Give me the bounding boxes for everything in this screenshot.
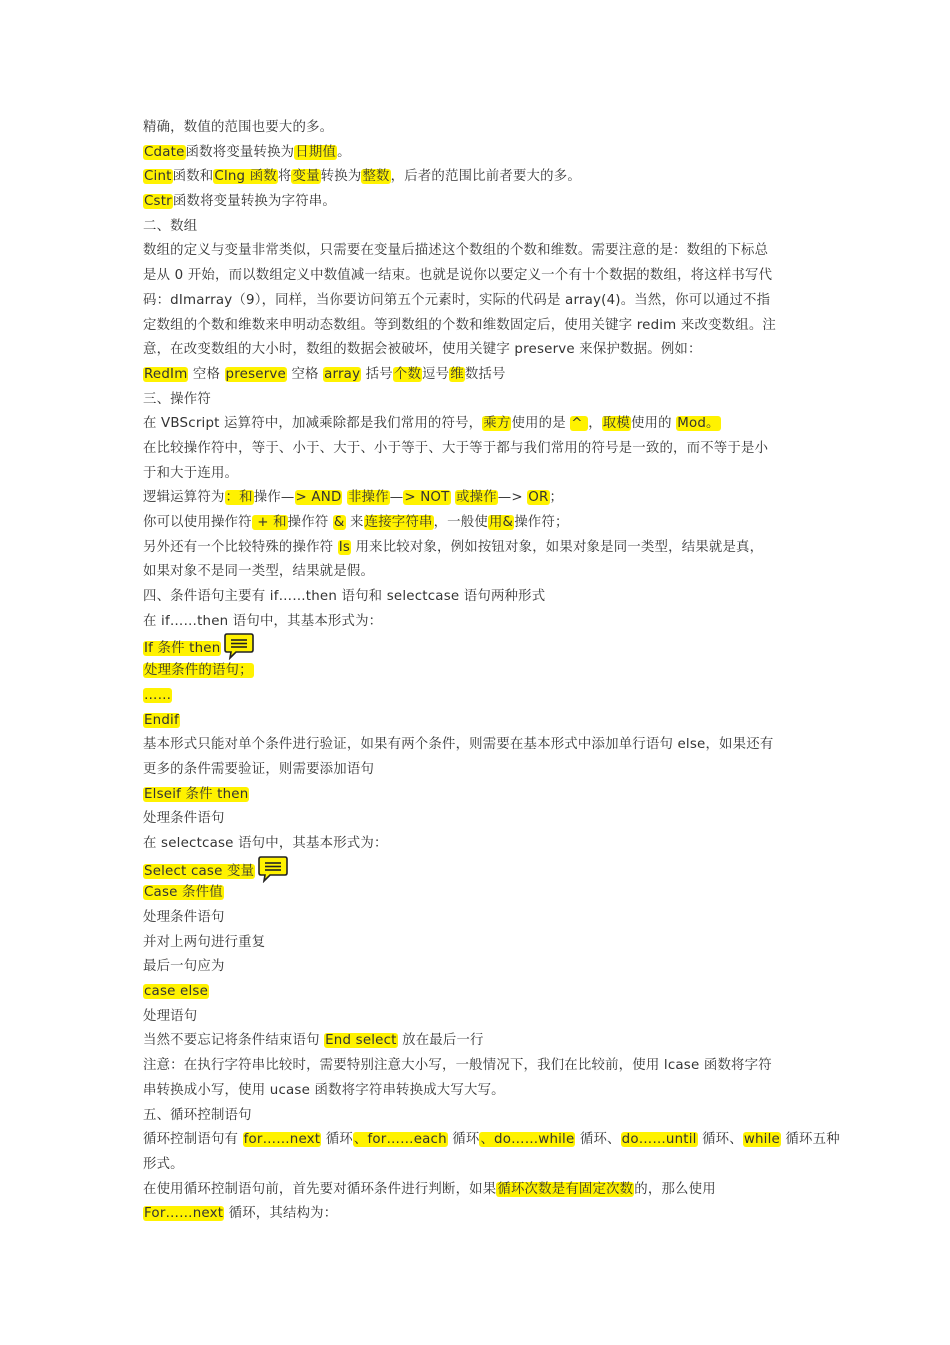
text-segment: 处理语句 xyxy=(143,1008,198,1024)
text-segment: 定数组的个数和维数来申明动态数组。等到数组的个数和维数固定后，使用关键字 redim 来改变数组。注 xyxy=(143,317,777,333)
highlighted-text: 取模 xyxy=(602,416,630,432)
highlighted-text: If 条件 then xyxy=(144,641,221,657)
text-line xyxy=(143,264,813,289)
highlighted-text: Elseif 条件 then xyxy=(144,786,249,802)
text-segment: — xyxy=(389,490,404,506)
text-segment: 循环、 xyxy=(697,1132,743,1148)
text-segment: 在 VBScript 运算符中，加减乘除都是我们常用的符号， xyxy=(143,416,483,432)
highlighted-text: > NOT xyxy=(404,490,450,506)
text-segment: ； xyxy=(549,490,564,506)
text-line xyxy=(143,190,813,215)
highlighted-text: + 和 xyxy=(252,515,287,530)
text-line xyxy=(143,709,813,734)
text-segment: —> xyxy=(497,490,528,506)
text-segment: 五、循环控制语句 xyxy=(143,1107,252,1123)
text-line xyxy=(143,955,813,980)
text-line xyxy=(143,215,813,240)
text-segment: 在 if……then 语句中，其基本形式为： xyxy=(143,613,383,629)
text-segment: 最后一句应为 xyxy=(143,959,225,975)
highlighted-text: Is xyxy=(338,539,351,555)
highlighted-text: 连接字符串 xyxy=(364,515,433,530)
text-segment: 使用的是 xyxy=(511,416,571,432)
text-line xyxy=(143,634,813,659)
text-segment: 操作符 xyxy=(287,515,333,530)
text-line xyxy=(143,610,813,635)
text-segment: 更多的条件需要验证，则需要添加语句 xyxy=(143,761,375,777)
text-line xyxy=(143,1029,813,1054)
text-line xyxy=(143,659,813,684)
text-segment: 放在最后一行 xyxy=(397,1033,484,1049)
text-line xyxy=(143,931,813,956)
text-segment: 函数将变量转换为字符串。 xyxy=(172,194,336,210)
highlighted-text: 维 xyxy=(450,366,464,382)
highlighted-text: Cint xyxy=(144,169,172,185)
text-line xyxy=(143,733,813,758)
highlighted-text: while xyxy=(743,1132,780,1148)
text-line xyxy=(143,857,813,882)
highlighted-text: 非操作 xyxy=(347,490,389,506)
text-line xyxy=(143,684,813,709)
text-line xyxy=(143,116,813,141)
text-segment: 当然不要忘记将条件结束语句 xyxy=(143,1033,325,1049)
highlighted-text: preserve xyxy=(225,366,286,382)
text-segment: ，一般使 xyxy=(433,515,488,530)
text-segment: 是从 0 开始，而以数组定义中数值减一结束。也就是说你以要定义一个有十个数据的数组，将这样书写代 xyxy=(143,268,773,284)
text-line xyxy=(143,1005,813,1030)
highlighted-text: ^ xyxy=(571,416,588,432)
highlighted-text: …… xyxy=(144,687,172,703)
text-segment: 数括号 xyxy=(464,366,506,382)
text-line xyxy=(143,314,813,339)
text-line xyxy=(143,141,813,166)
text-segment: 你可以使用操作符 xyxy=(143,515,252,530)
comment-note-icon[interactable] xyxy=(223,632,255,660)
text-segment: 码：dImarray（9），同样，当你要访问第五个元素时，实际的代码是 array(4)。当然，你可以通过不指 xyxy=(143,292,771,308)
highlighted-text: 变量 xyxy=(292,169,320,185)
highlighted-text: Cstr xyxy=(144,194,172,210)
text-segment: 循环、 xyxy=(575,1132,621,1148)
text-segment: 函数将变量转换为 xyxy=(185,144,295,160)
text-line xyxy=(143,1128,840,1153)
comment-note-icon[interactable] xyxy=(257,855,289,883)
text-line xyxy=(143,832,813,857)
highlighted-text: 、do……while xyxy=(480,1132,575,1148)
text-line xyxy=(143,1104,813,1129)
text-segment: 空格 xyxy=(286,366,324,382)
highlighted-text: case else xyxy=(144,984,209,1000)
text-line xyxy=(143,758,813,783)
text-segment: 四、条件语句主要有 if……then 语句和 selectcase 语句两种形式 xyxy=(143,589,546,605)
highlighted-text: Select case 变量 xyxy=(144,863,255,879)
highlighted-text: 处理条件的语句； xyxy=(144,663,253,679)
text-line xyxy=(143,1153,813,1178)
highlighted-text: ：和 xyxy=(225,490,253,506)
text-line xyxy=(143,412,813,437)
text-segment: 数组的定义与变量非常类似，只需要在变量后描述这个数组的个数和维数。需要注意的是：数组的下标总 xyxy=(143,243,769,259)
text-segment: 来 xyxy=(345,515,364,530)
highlighted-text: > AND xyxy=(295,490,342,506)
text-line xyxy=(143,388,813,413)
highlighted-text: 用& xyxy=(488,515,514,530)
highlighted-text: Case 条件值 xyxy=(144,885,223,901)
text-segment: 操作符； xyxy=(514,515,569,530)
text-line xyxy=(143,1079,813,1104)
text-line xyxy=(143,1054,813,1079)
text-line xyxy=(143,486,813,511)
text-segment: 循环 xyxy=(321,1132,353,1148)
text-segment: 循环 xyxy=(447,1132,480,1148)
text-segment: 串转换成小写，使用 ucase 函数将字符串转换成大写大写。 xyxy=(143,1082,505,1098)
highlighted-text: 或操作 xyxy=(456,490,497,506)
text-segment: 使用的 xyxy=(630,416,677,432)
text-segment: 三、操作符 xyxy=(143,391,211,407)
text-segment: 用来比较对象，例如按钮对象，如果对象是同一类型，结果就是真， xyxy=(351,539,764,555)
text-segment: 。 xyxy=(337,144,351,160)
text-line xyxy=(143,585,813,610)
text-segment: 意，在改变数组的大小时，数组的数据会被破坏，使用关键字 preserve 来保护数据。例如： xyxy=(143,342,702,358)
text-line xyxy=(143,980,813,1005)
text-line xyxy=(143,363,813,388)
highlighted-text: 、for……each xyxy=(353,1132,447,1148)
text-line xyxy=(143,1202,813,1227)
text-segment: 如果对象不是同一类型，结果就是假。 xyxy=(143,564,375,580)
text-segment: 循环，其结构为： xyxy=(224,1206,338,1222)
highlighted-text: OR xyxy=(528,490,549,506)
text-segment: 形式。 xyxy=(143,1156,184,1172)
text-line xyxy=(143,437,813,462)
text-segment: 循环五种 xyxy=(780,1132,840,1148)
text-line xyxy=(143,560,813,585)
highlighted-text: Clng 函数 xyxy=(214,169,277,185)
text-line xyxy=(143,906,813,931)
text-segment: 循环控制语句有 xyxy=(143,1132,243,1148)
text-segment: 精确，数值的范围也要大的多。 xyxy=(143,120,334,135)
text-line xyxy=(143,289,813,314)
text-line xyxy=(143,165,813,190)
highlighted-text: & xyxy=(333,515,345,530)
text-segment: 转换为 xyxy=(320,169,362,185)
text-segment: 另外还有一个比较特殊的操作符 xyxy=(143,539,338,555)
text-line xyxy=(143,462,813,487)
highlighted-text: Endif xyxy=(144,712,179,728)
text-segment: 函数和 xyxy=(172,169,214,185)
text-line xyxy=(143,1178,813,1203)
text-line xyxy=(143,338,813,363)
text-segment: 空格 xyxy=(188,366,225,382)
highlighted-text: End select xyxy=(325,1033,397,1049)
highlighted-text: 日期值 xyxy=(295,144,337,160)
highlighted-text: 整数 xyxy=(362,169,390,185)
text-segment: 基本形式只能对单个条件进行验证，如果有两个条件，则需要在基本形式中添加单行语句 else，如果还有 xyxy=(143,737,774,753)
text-segment: 处理条件语句 xyxy=(143,910,225,925)
text-line xyxy=(143,783,813,808)
text-segment: ，后者的范围比前者要大的多。 xyxy=(390,169,581,185)
text-line xyxy=(143,881,813,906)
highlighted-text: 个数 xyxy=(393,366,422,382)
document-body xyxy=(143,116,840,1227)
highlighted-text: 乘方 xyxy=(483,416,511,432)
text-line xyxy=(143,807,813,832)
text-segment: 逗号 xyxy=(422,366,450,382)
text-segment: 将 xyxy=(277,169,292,185)
highlighted-text: Mod。 xyxy=(677,416,720,432)
text-segment: 的，那么使用 xyxy=(634,1181,716,1197)
text-segment: 并对上两句进行重复 xyxy=(143,934,266,950)
text-segment: 在比较操作符中，等于、小于、大于、小于等于、大于等于都与我们常用的符号是一致的，而不等于是小 xyxy=(143,440,769,456)
text-segment: 二、数组 xyxy=(143,218,198,234)
highlighted-text: array xyxy=(324,366,361,382)
highlighted-text: for……next xyxy=(243,1132,321,1148)
text-segment: 在 selectcase 语句中，其基本形式为： xyxy=(143,835,388,851)
text-segment: 注意：在执行字符串比较时，需要特别注意大小写，一般情况下，我们在比较前，使用 lcase 函数将字符 xyxy=(143,1058,772,1074)
text-line xyxy=(143,239,813,264)
text-segment: 操作— xyxy=(253,490,295,506)
text-segment: 括号 xyxy=(361,366,393,382)
highlighted-text: Cdate xyxy=(144,144,185,160)
highlighted-text: do……until xyxy=(621,1132,697,1148)
text-line xyxy=(143,536,813,561)
highlighted-text: RedIm xyxy=(144,366,188,382)
text-segment: 处理条件语句 xyxy=(143,811,225,827)
text-segment: ， xyxy=(588,416,602,432)
highlighted-text: 循环次数是有固定次数 xyxy=(497,1181,634,1197)
text-segment: 在使用循环控制语句前，首先要对循环条件进行判断，如果 xyxy=(143,1181,497,1197)
text-segment: 逻辑运算符为 xyxy=(143,490,225,506)
text-line xyxy=(143,511,813,536)
text-segment: 于和大于连用。 xyxy=(143,465,239,481)
highlighted-text: For……next xyxy=(144,1206,224,1222)
